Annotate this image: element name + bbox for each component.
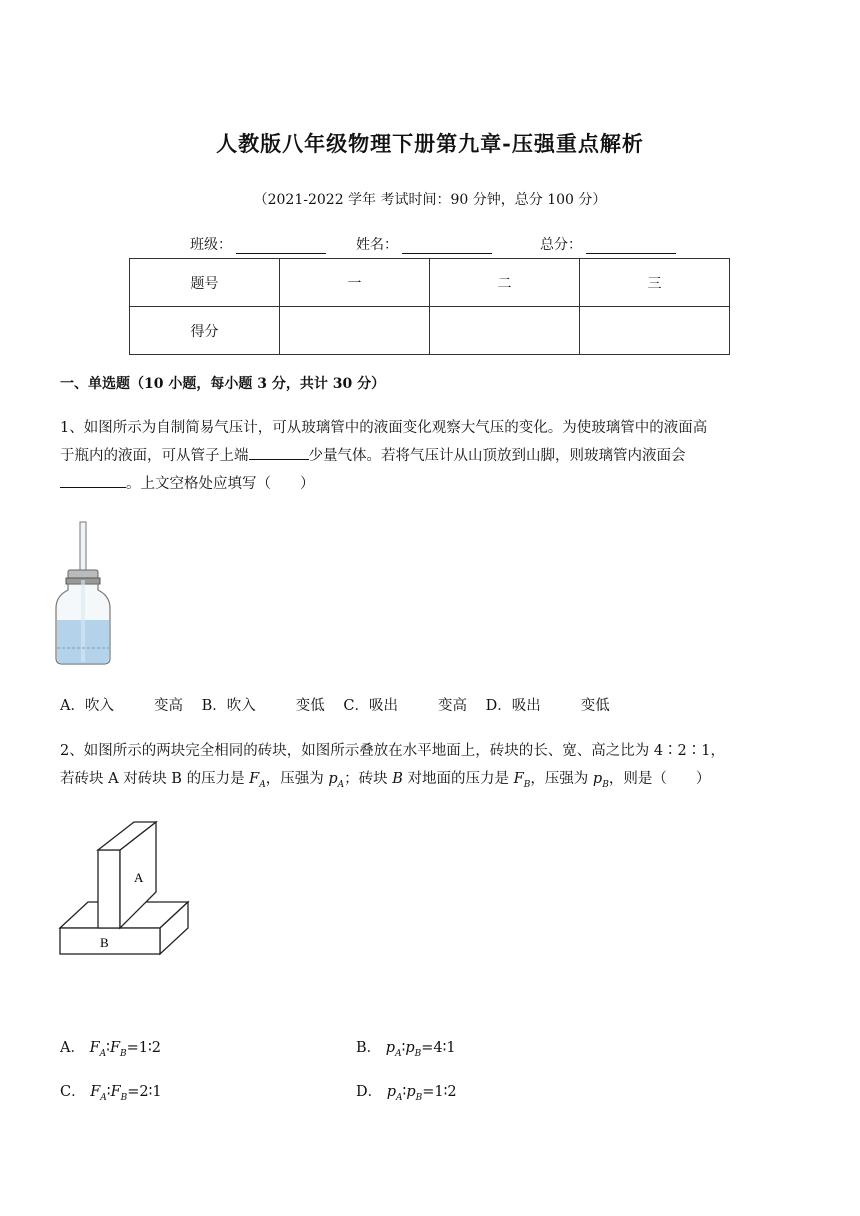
option-letter: C．	[60, 1084, 86, 1100]
page-title: 人教版八年级物理下册第九章-压强重点解析	[216, 131, 644, 156]
option-symbol: p	[386, 1084, 397, 1100]
total-blank[interactable]	[586, 239, 676, 254]
table-cell: 二	[430, 259, 580, 307]
option-text: ∶	[106, 1084, 111, 1100]
q2-symbol-sub: B	[602, 779, 609, 790]
q2-line1: 2、如图所示的两块完全相同的砖块，如图所示叠放在水平地面上，砖块的长、宽、高之比为 4∶2∶1，	[60, 743, 726, 759]
option-symbol-sub: B	[414, 1048, 422, 1059]
q2-option-c[interactable]	[60, 1080, 162, 1103]
option-a[interactable]	[60, 694, 183, 715]
option-d[interactable]	[486, 694, 610, 715]
option-symbol-sub: B	[120, 1092, 128, 1103]
option-symbol-sub: B	[120, 1048, 127, 1059]
q1-line3	[60, 470, 805, 498]
q1-line2	[60, 442, 805, 470]
q2-option-b[interactable]	[356, 1036, 456, 1059]
q1-text: 。上文空格处应填写（ ）	[126, 476, 315, 492]
option-symbol: p	[406, 1084, 416, 1100]
q2-text: ；砖块	[344, 771, 393, 787]
option-letter: D．	[485, 698, 512, 714]
class-field[interactable]	[190, 234, 326, 254]
q2-text: 对地面的压力是	[402, 771, 514, 787]
option-symbol-sub: B	[415, 1092, 423, 1103]
option-text: ∶	[402, 1084, 407, 1100]
option-letter: A．	[60, 1040, 85, 1056]
score-input-cell[interactable]	[280, 307, 430, 355]
q2-symbol: p	[592, 771, 603, 787]
option-symbol: F	[109, 1040, 120, 1056]
class-blank[interactable]	[236, 239, 326, 254]
name-field[interactable]	[356, 234, 492, 254]
q1-text: 于瓶内的液面，可从管子上端	[60, 448, 249, 464]
table-cell: 三	[580, 259, 730, 307]
q1-blank-1[interactable]	[249, 443, 309, 460]
option-text: =2∶1	[127, 1084, 162, 1100]
q2-text: ，则是（ ）	[608, 771, 711, 787]
option-text: 吸出	[511, 698, 541, 714]
q2-symbol: p	[328, 771, 338, 787]
option-symbol: F	[89, 1040, 100, 1056]
option-b[interactable]	[202, 694, 325, 715]
brick-b-label: B	[100, 935, 109, 950]
score-table	[129, 258, 730, 355]
table-cell: 得分	[130, 307, 280, 355]
table-cell: 题号	[130, 259, 280, 307]
section-heading: 一、单选题（10 小题，每小题 3 分，共计 30 分）	[60, 376, 386, 392]
option-text: =1∶2	[126, 1040, 161, 1056]
option-letter: B．	[201, 698, 227, 714]
option-text: =1∶2	[422, 1084, 457, 1100]
option-symbol: p	[405, 1040, 415, 1056]
option-text: 变高	[437, 698, 467, 714]
option-symbol-sub: A	[395, 1048, 402, 1059]
name-label: 姓名：	[356, 237, 398, 253]
q2-symbol-sub: A	[259, 779, 266, 790]
q2-option-a[interactable]	[60, 1036, 161, 1059]
option-symbol-sub: A	[100, 1092, 107, 1103]
option-text: =4∶1	[421, 1040, 456, 1056]
table-cell: 一	[280, 259, 430, 307]
option-text: ∶	[106, 1040, 110, 1056]
option-symbol-sub: A	[99, 1048, 107, 1059]
score-input-cell[interactable]	[430, 307, 580, 355]
option-c[interactable]	[343, 694, 467, 715]
question-1	[60, 414, 805, 498]
option-text: 变低	[295, 698, 325, 714]
option-text: 吹入	[84, 698, 114, 714]
brick-a-label: A	[134, 870, 144, 885]
q2-text: ，压强为	[530, 771, 593, 787]
bricks-figure	[58, 820, 192, 960]
option-symbol: p	[385, 1040, 396, 1056]
option-text: ∶	[401, 1040, 406, 1056]
option-text: 吹入	[226, 698, 256, 714]
score-input-cell[interactable]	[580, 307, 730, 355]
class-label: 班级：	[190, 237, 232, 253]
q2-text: 若砖块 A 对砖块 B 的压力是	[60, 771, 250, 787]
table-row	[130, 259, 730, 307]
option-letter: A．	[60, 698, 85, 714]
q1-line1: 1、如图所示为自制简易气压计，可从玻璃管中的液面变化观察大气压的变化。为使玻璃管中的液面高	[60, 420, 708, 436]
option-letter: C．	[343, 698, 369, 714]
barometer-figure	[52, 520, 114, 668]
q1-text: 少量气体。若将气压计从山顶放到山脚，则玻璃管内液面会	[308, 448, 686, 464]
option-symbol-sub: A	[396, 1092, 403, 1103]
q1-options	[60, 694, 624, 715]
exam-subtitle: （2021-2022 学年 考试时间：90 分钟，总分 100 分）	[253, 192, 607, 208]
option-text: 变低	[580, 698, 610, 714]
option-symbol: F	[90, 1084, 101, 1100]
option-text: 变高	[153, 698, 183, 714]
total-field[interactable]	[540, 234, 676, 254]
q2-text: ，压强为	[265, 771, 329, 787]
option-letter: B．	[356, 1040, 382, 1056]
q2-option-d[interactable]	[356, 1080, 457, 1103]
option-letter: D．	[356, 1084, 383, 1100]
option-text: 吸出	[368, 698, 398, 714]
q2-symbol-sub: B	[523, 779, 531, 790]
q2-symbol-sub: A	[337, 779, 345, 790]
q1-blank-2[interactable]	[60, 471, 126, 488]
total-label: 总分：	[540, 237, 582, 253]
q2-line2	[60, 765, 805, 799]
option-symbol: F	[110, 1084, 121, 1100]
q2-symbol: B	[392, 771, 403, 787]
table-row	[130, 307, 730, 355]
question-2	[60, 737, 805, 799]
q2-symbol: F	[513, 771, 524, 787]
name-blank[interactable]	[402, 239, 492, 254]
q2-symbol: F	[249, 771, 260, 787]
